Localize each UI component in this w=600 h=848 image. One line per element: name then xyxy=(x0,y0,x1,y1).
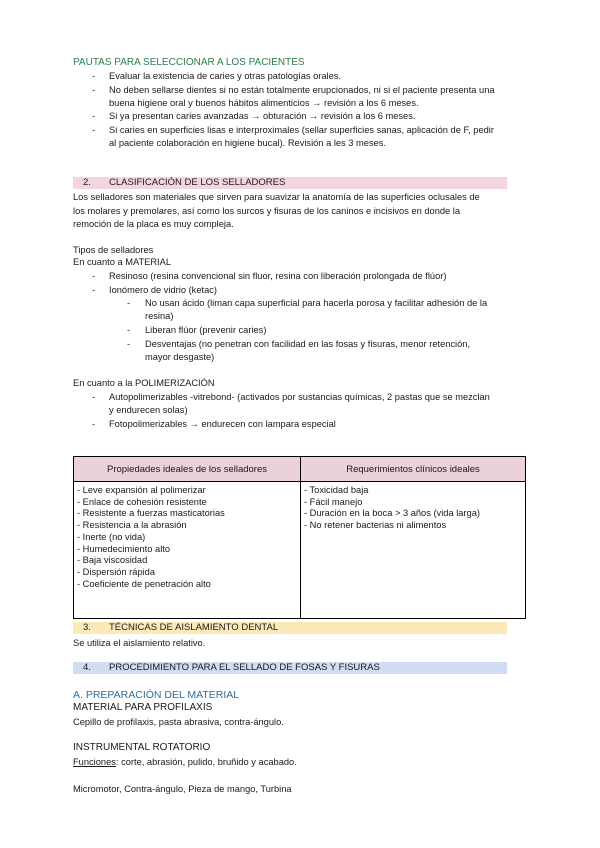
bullet-dash: - xyxy=(92,125,96,135)
table-header-requerimientos: Requerimientos clínicos ideales xyxy=(301,457,526,482)
sec2-para-line3: remoción de la placa es muy compleja. xyxy=(73,219,234,229)
polim-item-2: Fotopolimerizables → endurecen con lampara especial xyxy=(109,419,336,429)
material-item-2: Ionómero de vidrio (ketac) xyxy=(109,285,217,295)
table-cell-propiedades xyxy=(74,482,301,619)
subsection-a-heading: A. PREPARACIÓN DEL MATERIAL xyxy=(73,689,240,701)
material-profilaxis-heading: MATERIAL PARA PROFILAXIS xyxy=(73,702,213,713)
bullet-dash: - xyxy=(92,392,96,402)
material-item-1: Resinoso (resina convencional sin fluor, resina con liberación prolongada de flúor) xyxy=(109,271,447,281)
section-3-title: TÉCNICAS DE AISLAMIENTO DENTAL xyxy=(109,622,279,633)
ionomero-sub-1-line2: resina) xyxy=(145,311,174,321)
list-item: - Enlace de cohesión resistente xyxy=(77,496,207,507)
funciones-text: : corte, abrasión, pulido, bruñido y acabado. xyxy=(115,757,297,767)
funciones-line xyxy=(73,756,297,768)
table-header-propiedades: Propiedades ideales de los selladores xyxy=(74,457,301,482)
pautas-item-4-line1: Si caries en superficies lisas e interproximales (sellar superficies sanas, aplicación de F, pedir xyxy=(109,125,494,135)
list-item: - Resistencia a la abrasión xyxy=(77,520,187,531)
ionomero-sub-1-line1: No usan ácido (liman capa superficial para hacerla porosa y facilitar adhesión de la xyxy=(145,298,488,308)
bullet-dash: - xyxy=(92,419,96,429)
profilaxis-text: Cepillo de profilaxis, pasta abrasiva, contra-ángulo. xyxy=(73,717,284,727)
ionomero-sub-2: Liberan flúor (prevenir caries) xyxy=(145,325,267,335)
pautas-item-2-line1: No deben sellarse dientes si no están totalmente erupcionados, ni si el paciente presenta una xyxy=(109,85,495,95)
bullet-dash: - xyxy=(92,111,96,121)
funciones-label: Funciones xyxy=(73,757,116,767)
list-item: - Inerte (no vida) xyxy=(77,531,146,542)
section-4-heading xyxy=(73,662,507,674)
list-item: - Duración en la boca > 3 años (vida larga) xyxy=(304,508,480,519)
list-item: - Dispersión rápida xyxy=(77,566,156,577)
sec3-text: Se utiliza el aislamiento relativo. xyxy=(73,638,206,648)
pautas-heading: PAUTAS PARA SELECCIONAR A LOS PACIENTES xyxy=(73,57,305,68)
list-item: - Baja viscosidad xyxy=(77,555,148,566)
bullet-dash: - xyxy=(92,71,96,81)
list-item: - Leve expansión al polimerizar xyxy=(77,485,206,495)
pautas-item-3: Si ya presentan caries avanzadas → obturación → revisión a los 6 meses. xyxy=(109,111,416,121)
section-4-number: 4. xyxy=(83,662,91,673)
micromotor-text: Micromotor, Contra-ángulo, Pieza de mango, Turbina xyxy=(73,784,292,794)
ionomero-sub-3-line1: Desventajas (no penetran con facilidad en las fosas y fisuras, menor retención, xyxy=(145,339,471,349)
section-4-title: PROCEDIMIENTO PARA EL SELLADO DE FOSAS Y FISURAS xyxy=(109,662,380,673)
bullet-dash: - xyxy=(127,298,131,308)
section-2-heading xyxy=(73,177,507,189)
sec2-para-line1: Los selladores son materiales que sirven para suavizar la anatomía de las superficies oclusales de xyxy=(73,192,480,202)
bullet-dash: - xyxy=(127,325,131,335)
instrumental-rotatorio-heading: INSTRUMENTAL ROTATORIO xyxy=(73,742,211,753)
section-3-number: 3. xyxy=(83,622,91,633)
section-2-title: CLASIFICACIÓN DE LOS SELLADORES xyxy=(109,177,286,188)
section-3-heading xyxy=(73,622,507,634)
tipos-heading: Tipos de selladores xyxy=(73,245,154,255)
table-cell-requerimientos xyxy=(301,482,526,619)
sec2-para-line2: los molares y premolares, así como los surcos y fisuras de los caninos e incisivos en donde la xyxy=(73,206,461,216)
polim-item-1-line1: Autopolimerizables -vitrebond- (activados por sustancias químicas, 2 pastas que se mezclan xyxy=(109,392,490,402)
bullet-dash: - xyxy=(92,271,96,281)
bullet-dash: - xyxy=(92,285,96,295)
list-item: - Toxicidad baja xyxy=(304,485,369,495)
pautas-item-4-line2: al paciente colaboración en higiene bucal). Revisión a les 3 meses. xyxy=(109,138,387,148)
pautas-item-1: Evaluar la existencia de caries y otras patologías orales. xyxy=(109,71,342,81)
bullet-dash: - xyxy=(127,339,131,349)
section-2-number: 2. xyxy=(83,177,91,188)
pautas-item-2-line2: buena higiene oral y buenos hábitos alimenticios → revisión a los 6 meses. xyxy=(109,98,419,108)
bullet-dash: - xyxy=(92,85,96,95)
list-item: - Resistente a fuerzas masticatorias xyxy=(77,508,225,519)
properties-table xyxy=(73,456,526,619)
list-item: - Humedecimiento alto xyxy=(77,543,171,554)
polim-item-1-line2: y endurecen solas) xyxy=(109,405,188,415)
list-item: - Fácil manejo xyxy=(304,496,363,507)
material-heading: En cuanto a MATERIAL xyxy=(73,257,172,267)
list-item: - Coeficiente de penetración alto xyxy=(77,578,211,589)
polimerizacion-heading: En cuanto a la POLIMERIZACIÓN xyxy=(73,378,215,388)
list-item: - No retener bacterias ni alimentos xyxy=(304,520,447,531)
ionomero-sub-3-line2: mayor desgaste) xyxy=(145,352,215,362)
